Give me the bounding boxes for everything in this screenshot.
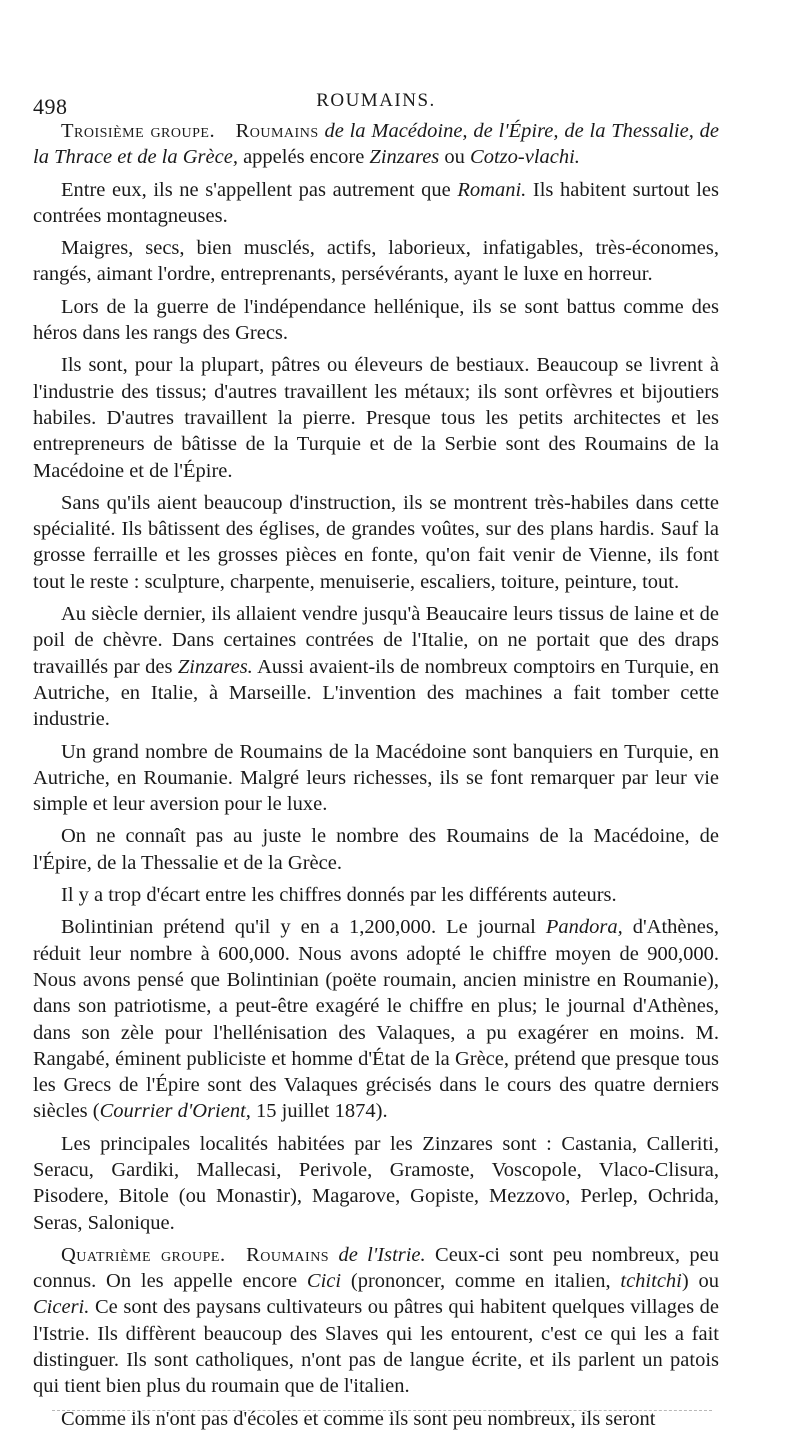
italic-text: Pandora, [545,916,623,939]
italic-text: de l'Istrie. [338,1243,426,1266]
paragraph [33,1131,719,1236]
text-run: On ne connaît pas au juste le nombre des Roumains de la Macédoine, de l'Épire, de la Thessalie et de la Grèce. [33,825,719,874]
italic-text: Zinzares. [177,655,253,678]
text-run: Maigres, secs, bien musclés, actifs, laborieux, infatigables, très-économes, rangés, aimant l'ordre, entreprenants, persévérants, ayant le luxe en horreur. [33,237,719,286]
page-header [33,88,719,118]
paragraph [33,823,719,876]
paragraph [33,739,719,818]
italic-text: tchitchi [620,1270,682,1293]
paragraph [33,294,719,347]
text-run: appelés encore [237,146,370,169]
text-run: Bolintinian prétend qu'il y en a 1,200,000. Le journal [61,916,546,939]
paragraph [33,490,719,595]
italic-text: Cotzo-vlachi. [470,146,580,169]
paragraph [33,352,719,483]
section-lead: Troisième groupe. [61,120,216,142]
page-number: 498 [33,94,68,119]
text-run: Lors de la guerre de l'indépendance hellénique, ils se sont battus comme des héros dans les rangs des Grecs. [33,295,719,345]
italic-text: Ciceri. [33,1296,90,1319]
italic-text: Cici [306,1270,342,1293]
text-run: Ce sont des paysans cultivateurs ou pâtres qui habitent quelques villages de l'Istrie. Ils diffèrent beaucoup des Slaves qui les entourent, c'est ce qui les a fait distinguer. Ils sont catholiques, n'ont pas de langue écrite, et ils parlent un patois qui tient bien plus du roumain que de l'italien. [33,1296,719,1398]
paragraph [33,882,719,908]
text-run: Aussi avaient-ils de nombreux comptoirs en Turquie, en Autriche, en Italie, à Marseille. L'invention des machines a fait tomber cette industrie. [33,655,719,731]
section-lead: Quatrième groupe. [61,1243,226,1266]
text-run: Les principales localités habitées par les Zinzares sont : Castania, Calleriti, Seracu, Gardiki, Mallecasi, Perivole, Gramoste, Voscopole, Vlaco-Clisura, Pisodere, Bitole (ou Monastir), Magarove, Gopiste, Mezzovo, Perlep, Ochrida, Seras, Salonique. [33,1132,719,1234]
text-run: Au siècle dernier, ils allaient vendre jusqu'à Beaucaire leurs tissus de laine et de poil de chèvre. Dans certaines contrées de l'Italie, on ne portait que des draps travaillés par des [33,603,719,678]
paragraph [33,177,719,230]
body-text [33,118,719,1432]
bottom-dotted-rule [52,1410,712,1411]
small-caps-text: Roumains [246,1243,330,1266]
text-run: ) ou [681,1270,720,1293]
paragraph [33,1242,719,1400]
text-run: Un grand nombre de Roumains de la Macédoine sont banquiers en Turquie, en Autriche, en Roumanie. Malgré leurs richesses, ils se font remarquer par leur vie simple et leur aversion pour le luxe. [33,740,719,816]
text-run: (prononcer, comme en italien, [341,1270,621,1293]
small-caps-text: Roumains [235,120,319,142]
paragraph [33,601,719,732]
italic-text: Courrier d'Orient, [99,1100,251,1123]
italic-text: Romani. [457,178,527,201]
text-run: Entre eux, ils ne s'appellent pas autrement que [61,178,458,201]
text-run: Sans qu'ils aient beaucoup d'instruction, ils se montrent très-habiles dans cette spécialité. Ils bâtissent des églises, de grandes voûtes, sur des plans hardis. Sauf la grosse ferraille et les grosses pièces en fonte, qu'on fait venir de Vienne, ils font tout le reste : sculpture, charpente, menuiserie, escaliers, toiture, peinture, tout. [33,491,719,593]
paragraph [33,235,719,288]
text-run: Il y a trop d'écart entre les chiffres donnés par les différents auteurs. [61,884,617,907]
book-page [33,88,719,1438]
paragraph [33,118,719,171]
text-run: 15 juillet 1874). [250,1100,388,1123]
text-run: d'Athènes, réduit leur nombre à 600,000. Nous avons adopté le chiffre moyen de 900,000. Nous avons pensé que Bolintinian (poëte roumain, ancien ministre en Roumanie), dans son patriotisme, a peut-être exagéré le chiffre en plus; le journal d'Athènes, dans son zèle pour l'hellénisation des Valaques, a pu exagérer en moins. M. Rangabé, éminent publiciste et homme d'État de la Grèce, prétend que presque tous les Grecs de l'Épire sont des Valaques grécisés dans le cours des quatre derniers siècles ( [33,916,719,1123]
paragraph [33,914,719,1124]
running-title: ROUMAINS. [316,90,436,111]
italic-text: de la Macédoine, de l'Épire, de la Thessalie, de la Thrace et de la Grèce, [33,120,720,169]
text-run: Comme ils n'ont pas d'écoles et comme ils sont peu nombreux, ils seront [61,1407,656,1430]
text-run: Ils sont, pour la plupart, pâtres ou éleveurs de bestiaux. Beaucoup se livrent à l'industrie des tissus; d'autres travaillent les métaux; ils sont orfèvres et bijoutiers habiles. D'autres travaillent la pierre. Presque tous les petits architectes et les entrepreneurs de bâtisse de la Turquie et de la Serbie sont des Roumains de la Macédoine et de l'Épire. [33,354,719,482]
text-run: ou [439,146,471,169]
italic-text: Zinzares [369,146,440,169]
text-run: Ils habitent surtout les contrées montagneuses. [33,178,719,227]
text-run: Ceux-ci sont peu nombreux, peu connus. On les appelle encore [33,1243,720,1293]
